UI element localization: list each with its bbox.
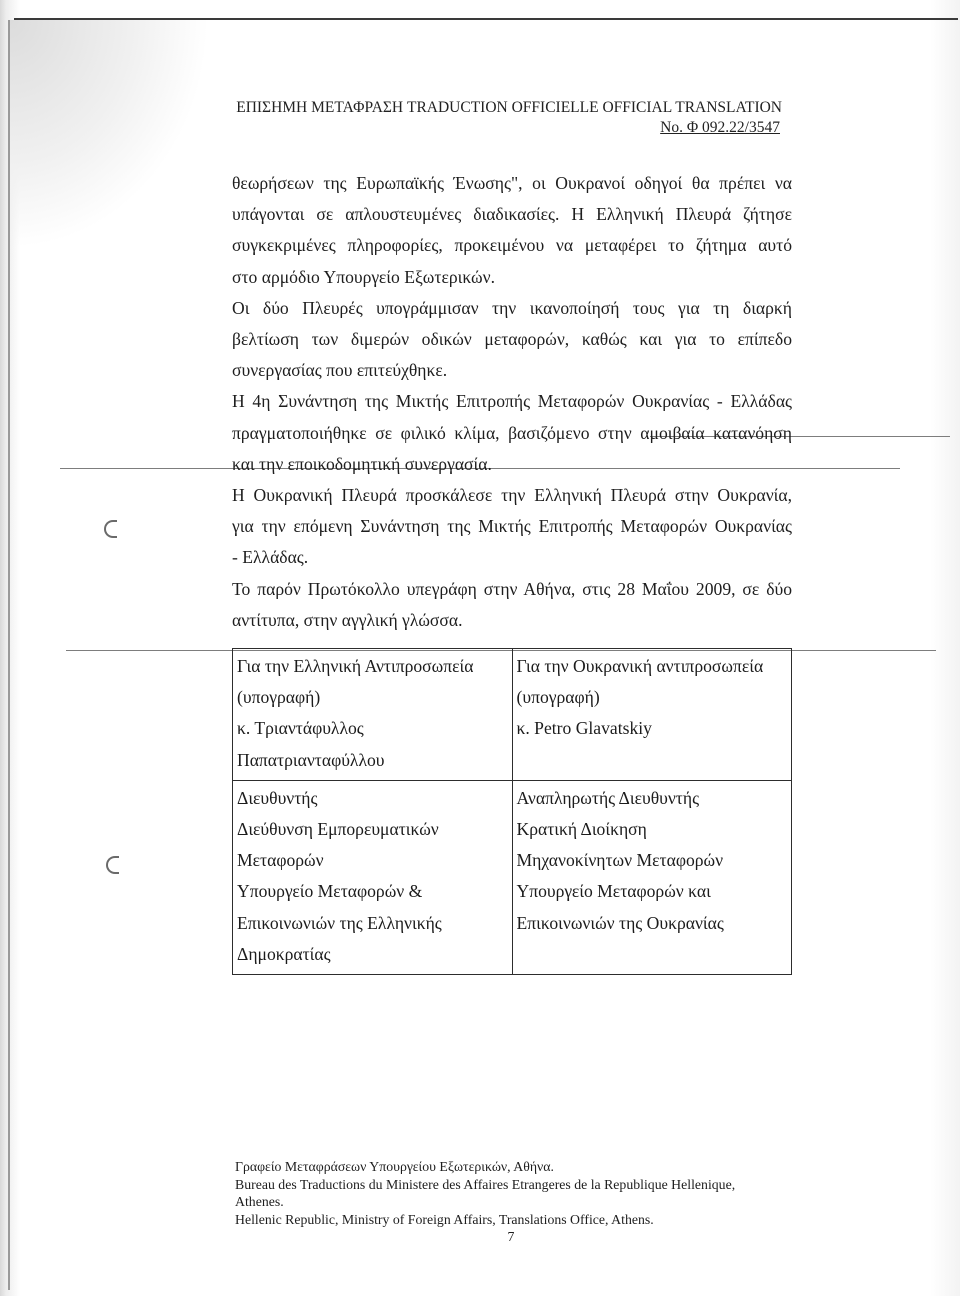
signature-table: [232, 648, 792, 975]
footer-line-greek: Γραφείο Μεταφράσεων Υπουργείου Εξωτερικών, Αθήνα.: [235, 1159, 554, 1174]
footer-line-english: Hellenic Republic, Ministry of Foreign Affairs, Translations Office, Athens.: [235, 1211, 654, 1227]
body-line: Το παρόν Πρωτόκολλο υπεγράφη στην Αθήνα, στις 28 Μαΐου 2009, σε δύο: [232, 578, 792, 599]
body-line: πραγματοποιήθηκε σε φιλικό κλίμα, βασιζόμενο στην αμοιβαία κατανόηση: [232, 422, 792, 443]
greek-delegation-label: Για την Ελληνική Αντιπροσωπεία: [237, 656, 474, 676]
translation-header: ΕΠΙΣΗΜΗ ΜΕΤΑΦΡΑΣΗ TRADUCTION OFFICIELLE OFFICIAL TRANSLATION: [236, 99, 782, 116]
title-line: Αναπληρωτής Διευθυντής: [516, 787, 700, 808]
title-line: Επικοινωνιών της Ουκρανίας: [516, 912, 724, 933]
body-line: - Ελλάδας.: [232, 547, 309, 568]
punch-hole-mark-icon: [106, 856, 119, 874]
translation-office-footer: [235, 1158, 795, 1246]
body-line: Η 4η Συνάντηση της Μικτής Επιτροπής Μεταφορών Ουκρανίας - Ελλάδας: [232, 391, 792, 412]
page-number: 7: [507, 1229, 515, 1245]
body-line: συγκεκριμένες πληροφορίες, προκειμένου να μεταφέρει το ζήτημα αυτό: [232, 235, 792, 256]
footer-line-french: Bureau des Traductions du Ministere des Affaires Etrangeres de la Republique Hellenique,: [235, 1176, 736, 1192]
body-line: Η Ουκρανική Πλευρά προσκάλεσε την Ελληνική Πλευρά στην Ουκρανία,: [232, 485, 792, 506]
body-line: βελτίωση των διμερών οδικών μεταφορών, καθώς και για το επίπεδο: [232, 329, 792, 350]
title-line: Υπουργείο Μεταφορών και: [516, 881, 711, 902]
signature-table-row: [233, 780, 792, 974]
body-line: θεωρήσεων της Ευρωπαϊκής Ένωσης", οι Ουκρανοί οδηγοί θα πρέπει να: [232, 173, 792, 193]
ukrainian-signatory-title-cell: [512, 780, 792, 974]
ukrainian-delegation-label: Για την Ουκρανική αντιπροσωπεία: [516, 656, 764, 676]
title-line: Διευθυντής: [237, 787, 318, 808]
body-line: υπάγονται σε απλουστευμένες διαδικασίες. Η Ελληνική Πλευρά ζήτησε: [232, 204, 792, 225]
greek-signatory-title-cell: [233, 780, 513, 974]
body-line: Οι δύο Πλευρές υπογράμμισαν την ικανοποίησή τους για τη διαρκή: [232, 297, 792, 318]
footer-line-french-city: Athenes.: [235, 1194, 284, 1210]
title-line: Μεταφορών: [237, 850, 324, 871]
punch-hole-mark-icon: [104, 520, 117, 538]
body-line: και την εποικοδομητική συνεργασία.: [232, 453, 492, 474]
body-line: συνεργασίας που επιτεύχθηκε.: [232, 360, 448, 381]
document-body: [232, 168, 792, 636]
translation-reference-number: No. Φ 092.22/3547: [660, 119, 780, 136]
signature-placeholder: (υπογραφή): [516, 687, 600, 708]
title-line: Κρατική Διοίκηση: [516, 819, 647, 840]
title-line: Διεύθυνση Εμπορευματικών: [237, 819, 439, 840]
body-line: αντίτυπα, στην αγγλική γλώσσα.: [232, 609, 463, 630]
greek-delegation-cell: [233, 649, 513, 781]
greek-signatory-name: κ. Τριαντάφυλλος: [237, 718, 364, 739]
ukrainian-signatory-name: κ. Petro Glavatskiy: [516, 718, 652, 739]
ukrainian-delegation-cell: [512, 649, 792, 781]
greek-signatory-surname: Παπατριανταφύλλου: [237, 749, 385, 770]
page-left-edge: [8, 20, 10, 1290]
title-line: Μηχανοκίνητων Μεταφορών: [516, 850, 724, 871]
title-line: Υπουργείο Μεταφορών &: [237, 881, 423, 902]
page-top-edge: [14, 18, 958, 20]
signature-placeholder: (υπογραφή): [237, 687, 321, 708]
title-line: Επικοινωνιών της Ελληνικής: [237, 912, 442, 933]
body-line: στο αρμόδιο Υπουργείο Εξωτερικών.: [232, 266, 495, 287]
title-line: Δημοκρατίας: [237, 943, 331, 964]
body-line: για την επόμενη Συνάντηση της Μικτής Επιτροπής Μεταφορών Ουκρανίας: [232, 516, 792, 537]
signature-table-row: [233, 649, 792, 781]
